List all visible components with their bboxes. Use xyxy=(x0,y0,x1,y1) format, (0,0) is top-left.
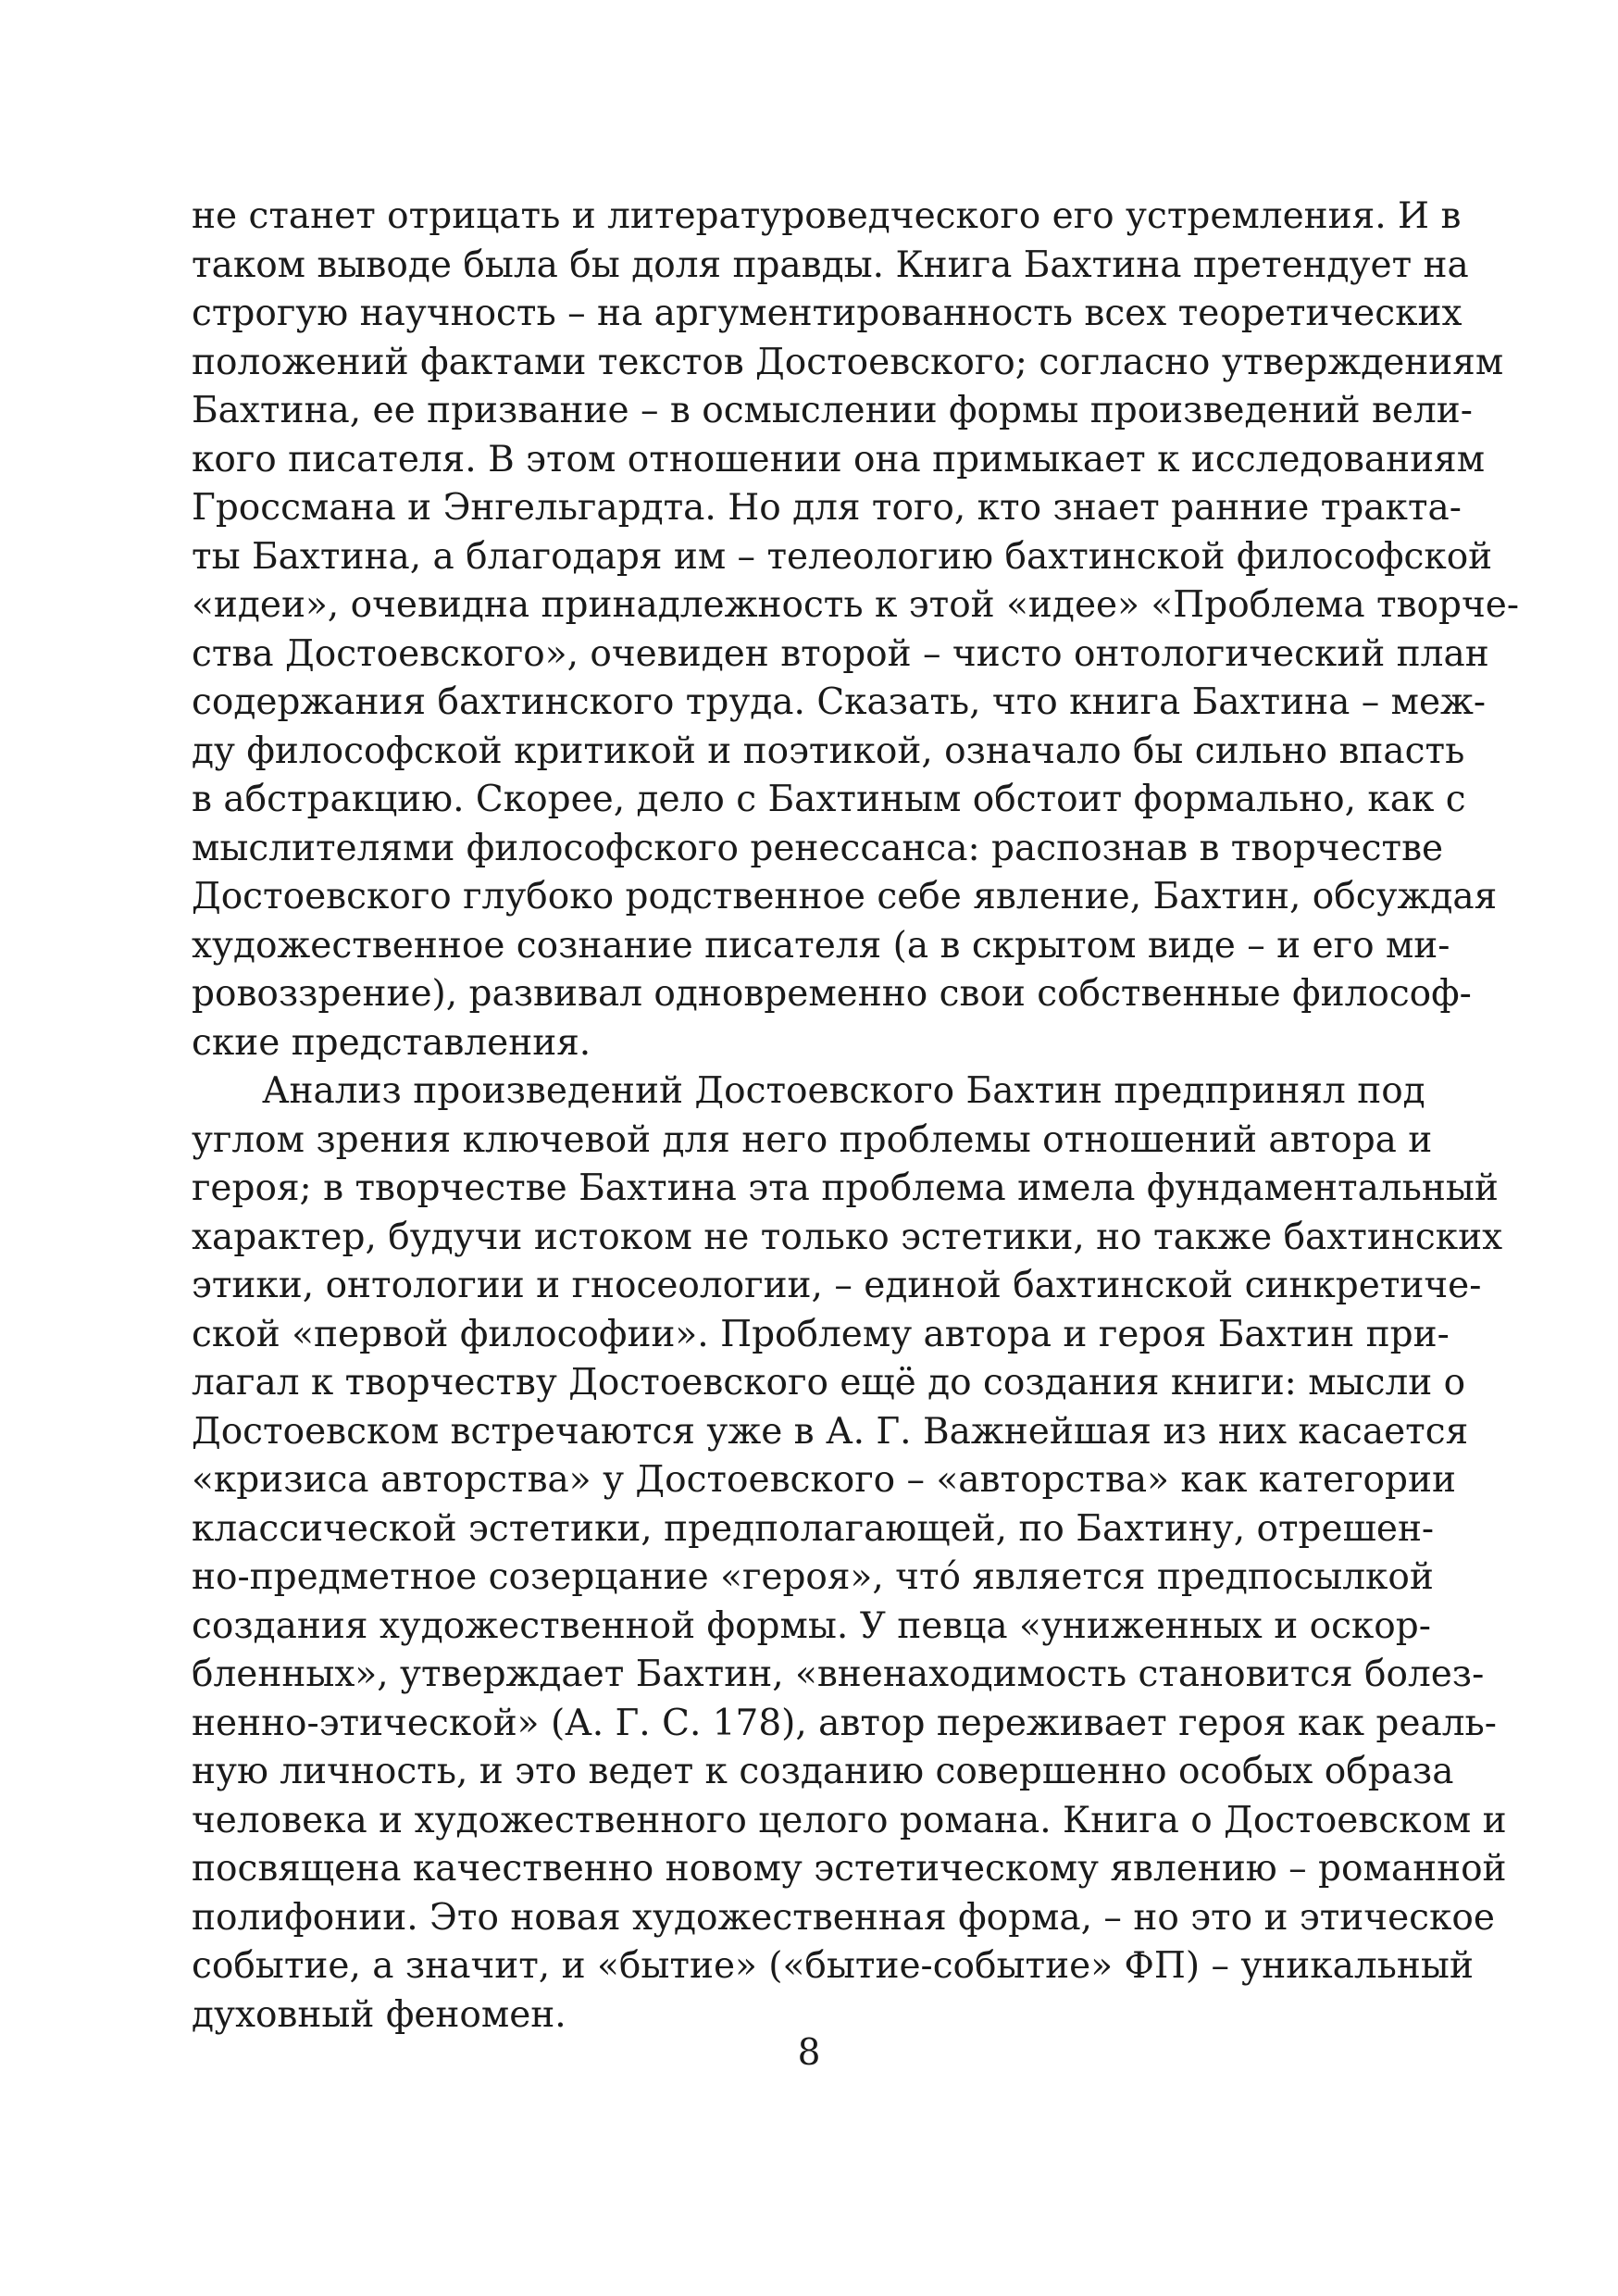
text-line: Гроссмана и Энгельгардта. Но для того, кто знает ранние тракта- xyxy=(192,487,1462,529)
text-line: строгую научность – на аргументированность всех теоретических xyxy=(192,293,1462,334)
text-line: ду философской критикой и поэтикой, означало бы сильно впасть xyxy=(192,730,1465,772)
text-line: лагал к творчеству Достоевского ещё до создания книги: мысли о xyxy=(192,1362,1466,1404)
text-line: ную личность, и это ведет к созданию совершенно особых образа xyxy=(192,1751,1454,1792)
text-line: но-предметное созерцание «героя», чтó является предпосылкой xyxy=(192,1556,1434,1598)
text-line: ской «первой философии». Проблему автора и героя Бахтин при- xyxy=(192,1313,1450,1355)
text-line: художественное сознание писателя (а в скрытом виде – и его ми- xyxy=(192,924,1450,967)
text-line: кого писателя. В этом отношении она примыкает к исследованиям xyxy=(192,438,1486,480)
text-line: содержания бахтинского труда. Сказать, что книга Бахтина – меж- xyxy=(192,681,1487,723)
text-line: посвящена качественно новому эстетическому явлению – романной xyxy=(192,1848,1507,1890)
text-line: «кризиса авторства» у Достоевского – «авторства» как категории xyxy=(192,1459,1456,1501)
text-line: человека и художественного целого романа. Книга о Достоевском и xyxy=(192,1799,1507,1841)
text-line: ровоззрение), развивал одновременно свои собственные философ- xyxy=(192,973,1472,1015)
text-line: углом зрения ключевой для него проблемы отношений автора и xyxy=(192,1118,1433,1161)
text-line: Достоевском встречаются уже в А. Г. Важнейшая из них касается xyxy=(192,1410,1469,1453)
text-line: в абстракцию. Скорее, дело с Бахтиным обстоит формально, как с xyxy=(192,779,1466,820)
text-line: Достоевского глубоко родственное себе явление, Бахтин, обсуждая xyxy=(192,876,1498,917)
text-line: ские представления. xyxy=(192,1021,591,1064)
text-line: «идеи», очевидна принадлежность к этой «идее» «Проблема творче- xyxy=(192,584,1520,626)
text-line: ненно-этической» (А. Г. С. 178), автор переживает героя как реаль- xyxy=(192,1702,1497,1744)
text-line: не станет отрицать и литературоведческого его устремления. И в xyxy=(192,195,1462,237)
text-line: таком выводе была бы доля правды. Книга Бахтина претендует на xyxy=(192,243,1469,286)
text-line: Анализ произведений Достоевского Бахтин предпринял под xyxy=(262,1070,1425,1112)
text-line: бленных», утверждает Бахтин, «вненаходимость становится болез- xyxy=(192,1653,1485,1695)
page-number: 8 xyxy=(797,2032,821,2074)
text-line: создания художественной формы. У певца «униженных и оскор- xyxy=(192,1604,1431,1647)
text-line: героя; в творчестве Бахтина эта проблема имела фундаментальный xyxy=(192,1167,1499,1209)
text-line: ты Бахтина, а благодаря им – телеологию бахтинской философской xyxy=(192,535,1493,578)
text-line: классической эстетики, предполагающей, по Бахтину, отрешен- xyxy=(192,1507,1435,1550)
text-line: полифонии. Это новая художественная форма, – но это и этическое xyxy=(192,1896,1495,1939)
text-line: Бахтина, ее призвание – в осмыслении формы произведений вели- xyxy=(192,390,1473,431)
body-text xyxy=(192,193,1520,2040)
text-line: этики, онтологии и гносеологии, – единой бахтинской синкретиче- xyxy=(192,1265,1482,1306)
text-line: мыслителями философского ренессанса: распознав в творчестве xyxy=(192,827,1444,869)
text-line: положений фактами текстов Достоевского; согласно утверждениям xyxy=(192,341,1504,383)
paragraph xyxy=(192,1067,1507,2040)
text-line: событие, а значит, и «бытие» («бытие-событие» ФП) – уникальный xyxy=(192,1945,1474,1987)
text-line: духовный феномен. xyxy=(192,1993,566,2036)
text-line: характер, будучи истоком не только эстетики, но также бахтинских xyxy=(192,1216,1503,1258)
text-line: ства Достоевского», очевиден второй – чисто онтологический план xyxy=(192,632,1489,675)
paragraph xyxy=(192,193,1520,1067)
